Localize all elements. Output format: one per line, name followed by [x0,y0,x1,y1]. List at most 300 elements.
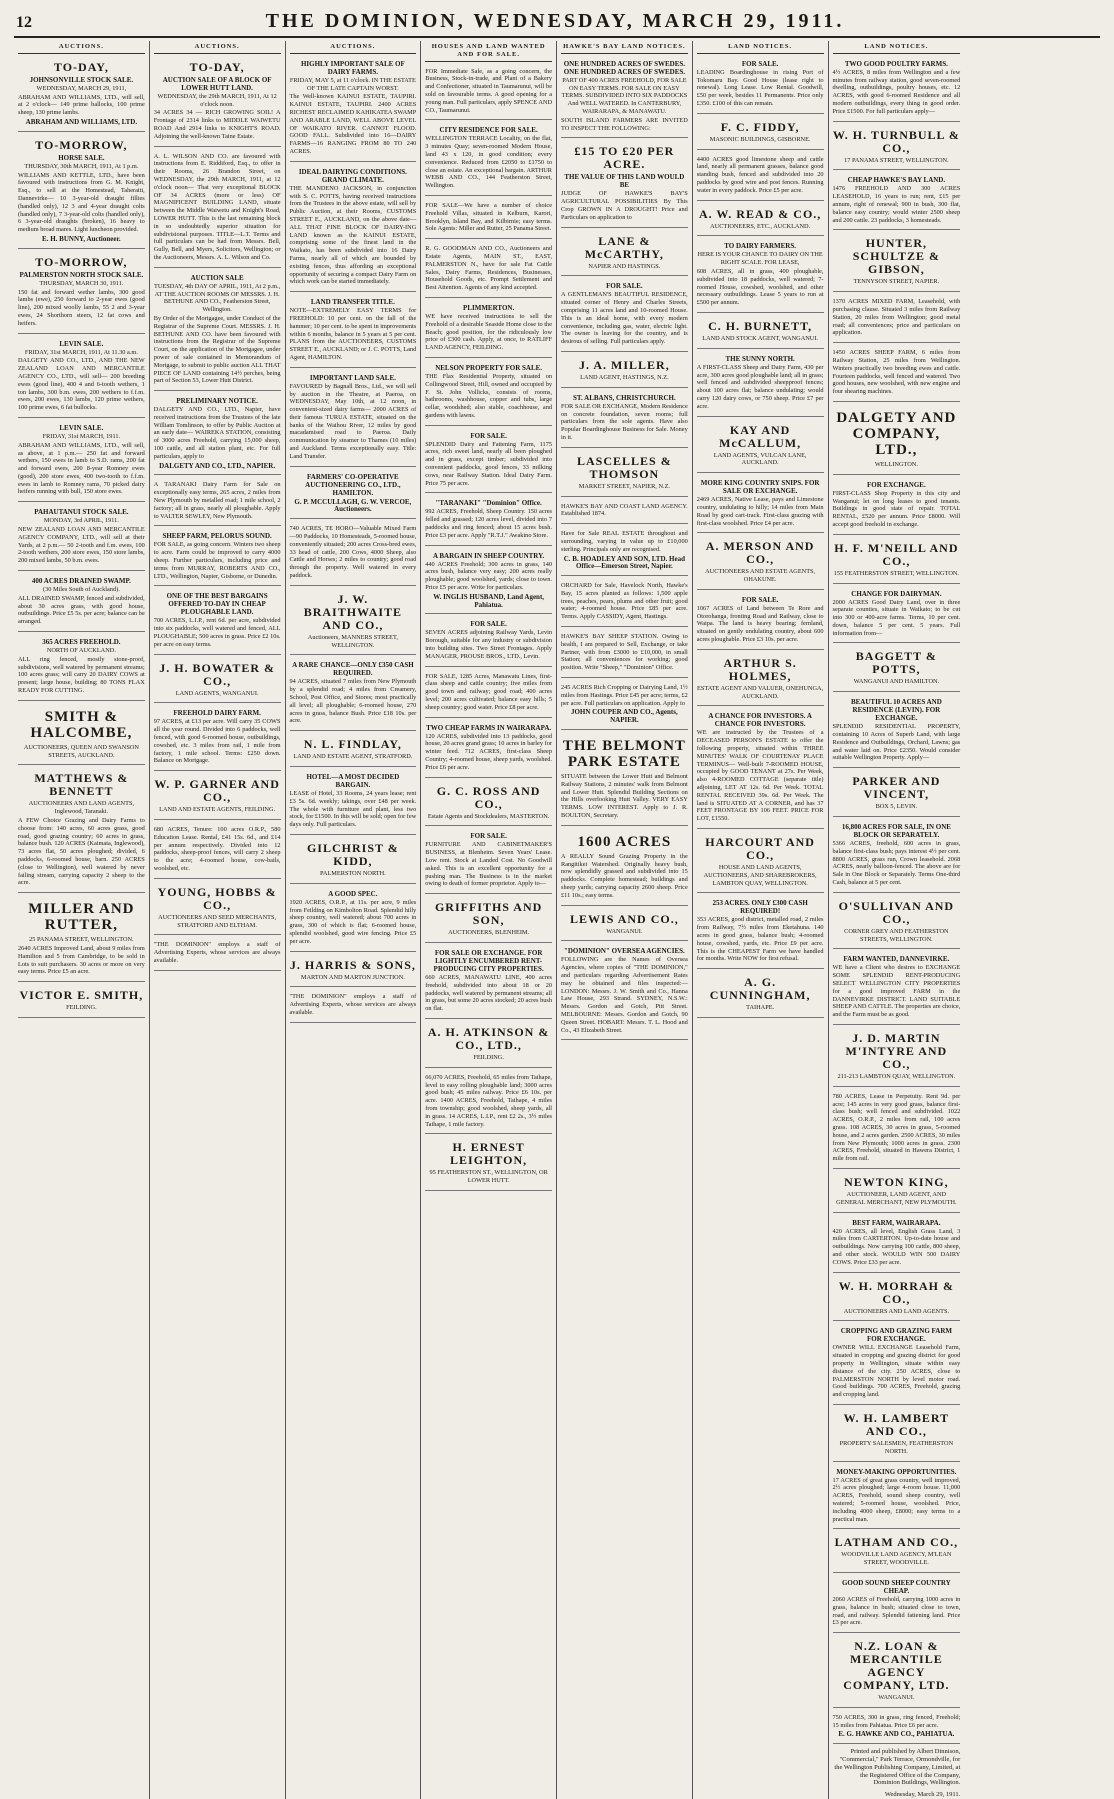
advertisement [290,371,417,467]
advertisement [290,295,417,368]
advertisement [425,1137,552,1191]
advertisement [833,1711,961,1744]
ad-body: 2000 ACRES Good Dairy Land, over in three separate counties, situate in Waikato; to be cut into 300 or 400-acre farms. Terms, 10 per cent. down, balance 5 per cent. 5 years. Full information from— [832,598,961,637]
ad-body: 17 ACRES of great grass country, well improved, 2½ acres ploughed; large 4-room house. 11,000 ACRES, Freehold, sound sheep country, well watered; 5-roomed house, woolshed. Price, including 4000 sheep, £8000; easy terms to a practical man. [832,1476,961,1523]
column-heading: LAND NOTICES. [833,41,961,54]
ad-signature: C. B. HOADLEY AND SON, LTD. Head Office—Emerson Street, Napier. [563,554,685,571]
ad-subheading: WOODVILLE LAND AGENCY, M'LEAN STREET, WOODVILLE. [841,1551,952,1567]
ad-heading: FOR EXCHANGE. [867,480,926,489]
ad-body: SPLENDID Dairy and Fattening Farm, 1175 acres, rich sweet land, nearly all been ploughed and in grass, except timber; subdivided into convenient paddocks, good fences, 33 milking cows, near Railway Station. Ideal Dairy Farm. Price 75 per acre. [425,440,552,487]
ad-body: 660 ACRES, MANAWATU LINE, 400 acres freehold, subdivided into about 18 or 20 paddocks, well watered by permanent streams; all in grass, but some 20 acres stocked; 20 acres bush on flat. [425,973,552,1013]
ad-title: BAGGETT & POTTS, [855,649,937,677]
ad-body: A REALLY Sound Grazing Property in the Rangitikei Watershed. Originally heavy bush, now splendidly grassed and subdivided into 15 paddocks. Complete homestead; buildings and sheep yards; carrying capacity 2600 sheep. Price £11 10s.; easy terms. [561,852,688,899]
ad-heading: FOR SALE. [741,595,779,604]
advertisement [697,352,824,417]
ad-title: J. A. MILLER, [579,357,670,372]
ad-subheading: LAND AND ESTATE AGENT, STRATFORD. [293,753,413,761]
ad-body: 4400 ACRES good limestone sheep and cattle land, nearly all permanent grasses, balance good standing bush, fenced and subdivided into 20 paddocks by good wire and post fences. Running water in every paddock. Price £5 per acre. [696,155,824,194]
ad-subheading: NAPIER AND HASTINGS. [588,262,661,270]
ad-subheading: MARTON AND MARTON JUNCTION. [300,973,405,981]
ad-heading: LEVIN SALE. [59,423,104,432]
ad-heading: SHEEP FARM, PELORUS SOUND. [162,532,272,541]
ad-heading: 400 ACRES DRAINED SWAMP. [31,577,131,586]
advertisement [425,781,552,827]
advertisement [833,1636,961,1708]
advertisement [561,829,688,906]
advertisement [425,897,552,943]
ad-title: NEWTON KING, [844,1174,949,1189]
ad-body: SITUATE between the Lower Hutt and Belmont Railway Stations, 2 minutes' walk from Belmont and Lower Hutt. Splendid Building Sections on the Hills overlooking Hutt Valley. VERY EASY TERMS. LOW INTEREST. Apply to J. R. BOULTON, Secretary. [561,773,688,820]
ad-body: A. L. WILSON AND CO. are favoured with instructions from E. Riddiford, Esq., to offer in their Rooms, 26 Brandon Street, on WEDNESDAY, the 29th MARCH, 1911, at 12 o'clock noon— That very exceptional BLOCK OF 34 ACRES (more or less) OF MAGNIFICENT BUILDING LAND, situate between the Middle Waiwetu and Knight's Road, LOWER HUTT. This is the last remaining block in so undoubtedly superior situation for subdivisional purposes. TITLE—L.T. Terms and full particulars can be had from Messrs. Bell, Gully, Bell, and Myers, Solicitors, Wellington; or the Auctioneers, Messrs. A. L. Wilson and Co. [153,152,281,261]
column-heading: HAWKE'S BAY LAND NOTICES. [561,41,688,54]
advertisement [697,832,824,893]
advertisement [833,405,961,475]
ad-title: TO-DAY, [189,59,245,74]
advertisement [833,1532,961,1573]
page-number: 12 [16,14,32,31]
advertisement [561,279,688,352]
ad-body: THE MANDENO JACKSON, in conjunction with S. C. POTTS, having received instructions from the Trustees in the above estate, will sell by Public Auction, at their Rooms, CUSTOMS STREET E., AUCKLAND, on the above date— ALL THAT FINE BLOCK OF DAIRY-ING LAND known as the KAINUI ESTATE, comprising some of the finest land in the Waikato, has been subdivided into 16 Dairy Farms, nearly all of which are bounded by existing fences, thus affording an exceptional opportunity of securing a compact Dairy Farm on which work can be started immediately. [289,184,417,286]
ad-title: N. L. FINDLAY, [303,737,402,752]
column-heading: HOUSES AND LAND WANTED AND FOR SALE. [425,41,552,62]
ad-body: Have for Sale REAL ESTATE throughout and surrounding, varying in value up to £10,000 sterling. Principals only are recognised. [561,530,688,553]
ad-body: SPLENDID RESIDENTIAL PROPERTY, containing 10 Acres of Superb Land, with large Residence and Outbuildings, Orchard, Lawns; gas and water laid on. Price £2350. Would consider suitable Wellington Property. Apply— [832,723,961,762]
ad-subheading: PROPERTY SALESMEN, FEATHERSTON NORTH. [839,1439,954,1455]
advertisement [833,233,961,292]
ad-title: J. D. MARTIN M'INTYRE AND CO., [845,1031,948,1072]
ad-heading: IDEAL DAIRYING CONDITIONS. GRAND CLIMATE. [298,167,407,184]
ad-banner: MILLER AND RUTTER, [28,901,135,934]
ad-subheading: 155 FEATHERSTON STREET, WELLINGTON. [833,569,960,577]
ad-subheading: FRIDAY, 31st MARCH, 1911, At 11.30 a.m. [24,348,138,356]
ad-subheading: Auctioneers, MANNERS STREET, WELLINGTON. [307,633,398,649]
ad-heading: THE SUNNY NORTH. [725,354,795,363]
ad-body: LEADING Boardinghouse in rising Port of Tokomaru Bay. Good House (lease right to renewal). Long Lease. Low Rental. Goodwill, £50 per week, besides 11 Permanents. Price only £350. £100 of this can remain. [696,68,824,107]
ad-heading: HIGHLY IMPORTANT SALE OF DAIRY FARMS. [300,59,405,76]
ad-subheading: LAND AGENTS, WANGANUI. [175,689,259,697]
ad-subheading: NORTH OF AUCKLAND. [46,647,116,655]
advertisement [833,896,961,950]
advertisement [154,706,281,771]
ad-heading: CHANGE FOR DAIRYMAN. [851,589,942,598]
ad-title: YOUNG, HOBBS & CO., [157,884,277,912]
ad-heading: PRELIMINARY NOTICE. [176,397,258,406]
advertisement [18,985,145,1018]
advertisement [697,153,824,201]
ad-body: JUDGE OF HAWKE'S BAY'S AGRICULTURAL POSSIBILITIES By This Crop GROWN IN A DROUGHT! Price and Particulars on application to [561,190,688,221]
advertisement [561,527,688,576]
advertisement [290,990,417,1022]
advertisement [561,231,688,277]
ad-body: 353 ACRES, good district, metalled road, 2 miles from Railway, 7½ miles from Eketahuna. 140 acres in good grass, balance bush; 4-roomed house, cowshed, yards, etc. Price £9 per acre. This is the CHEAPEST Farm we have handled for months. Write NOW for first refusal. [696,916,824,963]
ad-heading: PLIMMERTON. [463,303,515,312]
ad-body: 2060 ACRES of Freehold, carrying 1000 acres in grass, balance in bush; situated close to town, road, and railway. Splendid fattening land. Price £3 per acre. [832,1595,961,1627]
ad-title: A. H. ATKINSON & CO., LTD., [427,1024,550,1052]
advertisement [833,57,961,122]
ad-heading: LAND TRANSFER TITLE. [310,298,395,307]
ad-body: ALL DRAINED SWAMP, fenced and subdivided, about 30 acres grass, with good house, outbuildings. Price £5 5s. per acre; balance can be arranged. [18,594,145,626]
advertisement [697,239,824,313]
ad-body: 750 ACRES, 300 in grass, ring fenced, Freehold; 15 miles from Pahiatua. Price £6 per acre. [832,1713,961,1729]
ad-body: 1920 ACRES, O.R.P., at 11s. per acre, 9 miles from Feilding on Kimbolton Road. Splendid hilly sheep country, well watered; about 700 acres in grass, 300 of which is flat; 6-roomed house, splendid woolshed, good wire fencing. Price £5 per acre. [289,898,417,945]
advertisement [425,829,552,894]
ad-subheading: HOUSE AND LAND AGENTS, AUCTIONEERS, AND SHAREBROKERS, LAMBTON QUAY, WELLINGTON. [703,864,817,887]
advertisement [833,125,961,171]
advertisement [290,658,417,731]
ad-heading: FARM WANTED, DANNEVIRKE. [843,955,950,964]
imprint: Printed and published by Albert Dinnison, "Commercial," Park Terrace, Ormondville, for the Wellington Publishing Company, Limited, at the Registered Office of the Company, Dominion Buildings, Wellington. [834,1748,961,1787]
advertisement [18,768,145,893]
ad-heading: A RARE CHANCE—ONLY £350 CASH REQUIRED. [292,661,414,678]
ad-heading: NELSON PROPERTY FOR SALE. [435,363,543,372]
advertisement [290,57,417,162]
ad-subheading: 25 PANAMA STREET, WELLINGTON. [29,936,134,944]
ad-body: 992 ACRES, Freehold, Sheep Country. 150 acres felled and grassed; 120 acres level, divided into 7 paddocks and ring fenced; about 15 acres bush. Price £3 per acre. Apply "R.T.J." Awakino Store. [425,508,552,539]
ad-signature: G. P. MCCULLAGH, G. W. VERCOE, Auctioneers. [294,497,412,514]
advertisement [154,823,281,879]
advertisement [561,944,688,1040]
ad-body: "THE DOMINION" employs a staff of Advertising Experts, whose services are always available. [153,941,281,964]
advertisement [697,420,824,474]
ad-title: ARTHUR S. HOLMES, [723,655,797,683]
ad-body: FURNITURE AND CABINETMAKER'S BUSINESS, at Blenheim. Seven Years' Lease. Low rent. Stock at Landed Cost. No Goodwill asked. This is an excellent opportunity for a pushing man. The Business is in the market owing to death of former proprietor. Apply to— [425,841,552,888]
ad-body: WILLIAMS AND KETTLE, LTD., have been favoured with instructions from G. M. Knight, Esq., to sell at the Homestead, Taheraiti, Dannevirke— 10 3-year-old draught fillies (handled only), 12 3 and 4-year draught colts (handled only), 7 3-year-old colts (handled only), 6 3-year-old draughts (broken), 16 heavy to medium broad mares. Light luncheon provided. [18,171,145,234]
advertisement [154,394,281,475]
ad-signature: JOHN COUPER AND CO., Agents, NAPIER. [570,708,678,725]
ad-subheading: MONDAY, 3rd APRIL, 1911. [43,517,119,525]
column-heading: AUCTIONS. [154,41,281,54]
ad-heading: CITY RESIDENCE FOR SALE. [439,126,538,135]
ad-heading: ST. ALBANS, CHRISTCHURCH. [572,393,676,402]
advertisement [154,478,281,526]
ad-body: ORCHARD for Sale, Havelock North, Hawke's Bay, 15 acres planted as follows: 1,500 apple trees, peaches, pears, plums and other fruit; good water; 4-roomed house. Price £85 per acre. Terms. Apply CASSIDY, Agent, Hastings. [561,582,688,621]
ad-subheading: WANGANUI. [606,927,643,935]
ad-subheading: ESTATE AGENT AND VALUER, ONEHUNGA, AUCKLAND. [697,684,824,700]
ad-body: LEASE of Hotel, 33 Rooms, 24 years lease; rent £3 5s. 6d. weekly; takings, over £48 per week. The whole with furniture and plant, less two stock, for £1500. In this will be sold; open for few days only. Full particulars. [289,790,417,829]
ad-heading: FOR SALE. [470,620,507,629]
advertisement [18,135,145,249]
ad-body: 94 ACRES, situated 7 miles from New Plymouth by a splendid road; 4 miles from Creamery, School, Post Office, and Stores; most practically all level; all ploughable; 6-roomed house, 270 acres in grass, balance Bush. Price £18 10s. per acre. [289,678,417,725]
masthead [14,10,1100,38]
ad-heading: HOTEL—A MOST DECIDED BARGAIN. [306,773,400,790]
ad-heading: AUCTION SALE OF A BLOCK OF LOWER HUTT LAND. [162,75,272,92]
ad-body: 1067 ACRES of Land between Te Rore and Otorohanga, fronting Road and Railway, close to Waipa. The land is heavy bearing; fernland, situated on gently undulating country, about 600 acres ploughable. Price £3 10s. per acre. [696,604,824,644]
column-3 [286,41,422,1799]
advertisement [425,429,552,494]
advertisement [154,529,281,586]
ad-heading: GOOD SOUND SHEEP COUNTRY CHEAP. [841,1578,951,1595]
advertisement [290,734,417,767]
advertisement [697,117,824,150]
column-heading: AUCTIONS. [18,41,145,54]
ad-body: FOLLOWING are the Names of Oversea Agencies, where copies of "THE DOMINION," and particulars regarding Advertisement Rates may be obtained and files inspected:— LONDON: Messrs. J. W. Smith and Co., Hanna Law House, 293 Strand. SYDNEY, N.S.W.: Messrs. Gordon and Gotch, Pitt Street. MELBOURNE: Messrs. Gordon and Gotch, 90 Queen Street. HOBART: Messrs. T. L. Hood and Co., 43 Elizabeth Street. [561,956,688,1034]
ad-subheading: AUCTIONEER, LAND AGENT, AND GENERAL MERCHANT, NEW PLYMOUTH. [836,1190,957,1206]
ad-body: DALGETY AND CO., LTD., AND THE NEW ZEALAND LOAN AND MERCANTILE AGENCY CO., LTD., will sell— 200 breeding ewes (good line), 400 4 and 6-tooth wethers, 1 ton lambs, 300 b.m. ewes, 200 wethers to f.f.m. ewes, 200 ewes, 130 lambs, 120 prime wethers, 100 prime ewes, 6 fat bullocks. [18,357,145,412]
advertisement [154,271,281,391]
ad-title: H. F. M'NEILL AND CO., [834,540,959,568]
ad-body: 66,070 ACRES, Freehold, 65 miles from Taihape, level to easy rolling ploughable land; 3000 acres good bush; 45 miles railway. Price £6 10s. per acre. 1400 ACRES, Freehold, Taihape, 4 miles from township; good woolshed, sheep yards, all in grass. 14 ACRES, L.I.P., rent £2 2s., 3½ miles Taihape, 1 mile factory. [425,1073,552,1128]
advertisement [833,478,961,535]
ad-subheading: (30 Miles South of Auckland). [42,586,120,594]
ad-subheading: THURSDAY, MARCH 30, 1911. [39,279,124,287]
ad-banner: THE BELMONT PARK ESTATE [562,738,686,771]
advertisement [290,838,417,884]
ad-title: TO-DAY, [53,59,109,74]
advertisement [425,496,552,545]
ad-heading: 253 ACRES. ONLY £300 CASH REQUIRED! [712,899,808,916]
advertisement [833,646,961,692]
ad-signature: E. H. BUNNY, Auctioneer. [42,234,121,243]
ad-body: 2640 ACRES Improved Land, about 9 miles from Hamilton and 5 from Cambridge, to be sold in Lots to suit purchasers. 30 acres or more on very easy terms. Price £5 an acre. [18,944,145,976]
advertisement [154,150,281,268]
advertisement [833,587,961,644]
ad-title: HUNTER, SCHULTZE & GIBSON, [852,236,940,277]
ad-body: 700 ACRES, L.I.P., rent 6d. per acre, subdivided into six paddocks, well watered and fenced, ALL PLOUGHABLE; 500 acres in grass. Price £2 10s. per acre on easy terms. [153,617,281,648]
advertisement [425,301,552,358]
advertisement [561,579,688,627]
advertisement [561,909,688,942]
ad-banner: 1600 ACRES [577,833,672,850]
ad-subheading: CORNER GREY AND FEATHERSTON STREETS, WELLINGTON. [844,927,949,943]
ad-heading: AUCTION SALE [190,273,244,282]
ad-heading: THE VALUE OF THIS LAND WOULD BE [564,173,685,190]
advertisement [833,1172,961,1213]
ad-heading: FOR SALE. [606,282,643,291]
column-2 [150,41,286,1799]
advertisement [697,204,824,237]
ad-title: PARKER AND VINCENT, [852,774,941,802]
ad-subheading: 17 PANAMA STREET, WELLINGTON. [844,156,949,164]
ad-subheading: BOX 5, LEVIN. [875,803,918,811]
ad-body: A TARANAKI Dairy Farm for Sale on exceptionally easy terms, 265 acres, 2 miles from New Plymouth by metalled road; 1 mile school, 2 factory; all in grass, nearly all ploughable. Apply to VALTER SEWLEY, New Plymouth. [153,481,281,520]
advertisement [561,141,688,227]
ad-subheading: AUCTIONEERS, BLENHEIM. [448,929,530,937]
advertisement [154,658,281,704]
ad-title: O'SULLIVAN AND CO., [838,898,955,926]
advertisement [18,704,145,766]
ad-body: By Order of the Mortgagee, under Conduct of the Registrar of the Supreme Court. MESSRS. J. H. BETHUNE AND CO. have been favoured with instructions from the Registrar of the Supreme Court, on the application of the Mortgagee, under power of sale contained in Memorandum of Mortgage, to submit to public auction ALL THAT PIECE OF LAND containing 14½ perches, being part of Section 53, Lower Hutt District. [153,314,281,385]
advertisement [833,952,961,1025]
advertisement [697,316,824,349]
advertisement [833,295,961,343]
advertisement [154,774,281,820]
ad-body: ALL ring fenced, mostly stone-proof, subdivisions, well watered by permanent streams; 100 acres grass; will carry 20 DAIRY COWS at present; large house, building; 80 TONS FLAX READY FOR CUTTING. [18,655,145,695]
advertisement [833,1276,961,1322]
ad-body: SEVEN ACRES adjoining Railway Yards, Levin Borough, suitable for any industry or subdivision into building sites. Two Street Frontages. Apply MANAGER, PROUSE BROS., LTD., Levin. [425,629,552,660]
advertisement [561,500,688,525]
ad-body: 245 ACRES Rich Cropping or Dairying Land, 1½ miles from Hastings. Price £45 per acre; terms, £2 per acre. Full particulars on application. Apply to [561,684,688,707]
ad-subheading: WEDNESDAY, MARCH 29, 1911, [36,84,127,92]
ad-body: A FIRST-CLASS Sheep and Dairy Farm, 430 per acre, 300 acres good ploughable land; all in grass; well fenced and subdivided sheepproof fences; about 100 acres flat; balance undulating; would carry 120 dairy cows, or 750 sheep. Price £7 per acre. [696,363,824,410]
ad-title: G. C. ROSS AND CO., [436,783,541,811]
ad-subheading: THURSDAY, 30th MARCH, 1911, At 1 p.m. [24,162,139,170]
dateline: Wednesday, March 29, 1911. [884,1791,961,1799]
advertisement [561,681,688,730]
ad-body: The Well-known KAINUI ESTATE, TAUPIRI. KAINUI ESTATE, TAUPIRI. 2400 ACRES RICHEST RECLAIMED KAHIKATEA SWAMP AND ARABLE LAND, WELL ABOVE LEVEL OF WAIKATO RIVER. CANNOT FLOOD. GOOD FALL. Subdivided into 16—DAIRY FARMS—16 RANGING FROM 80 TO 240 ACRES. [289,93,417,155]
ad-body: WELLINGTON TERRACE Locality, on the flat, 3 minutes Quay; seven-roomed Modern House, land 43 x 120, in good condition; every convenience. Reduced from £2050 to £1750 to close an estate. An exceptional bargain. ARTHUR WEBB AND CO., 144 Featherston Street, Wellington. [425,135,552,190]
newspaper-title: THE DOMINION, WEDNESDAY, MARCH 29, 1911. [265,10,845,32]
ad-subheading: TAIHAPE. [746,1004,775,1012]
ad-heading: TWO CHEAP FARMS IN WAIRARAPA. [426,723,552,732]
ad-heading: CROPPING AND GRAZING FARM FOR EXCHANGE. [840,1327,953,1344]
advertisement [425,670,552,718]
ad-title: LATHAM AND CO., [834,1535,959,1550]
advertisement [425,549,552,615]
ad-subheading: AUCTIONEERS, ETC., AUCKLAND. [710,222,811,230]
ad-heading: MONEY-MAKING OPPORTUNITIES. [836,1467,957,1476]
ad-signature: W. INGLIS HUSBAND, Land Agent, Pahiatua. [433,592,545,609]
ad-title: LASCELLES & THOMSON [577,453,672,481]
ad-body: 2469 ACRES, Native Lease, pays and Limestone country, undulating to hilly; 14 miles from Main Road by good cart-track. First-class grazing with first-class woolshed. Price £4 per acre. [696,496,824,527]
ad-heading: PAHAUTANUI STOCK SALE. [34,508,129,517]
ad-title: A. W. READ & CO., [698,206,822,221]
advertisement [697,896,824,969]
advertisement [425,721,552,778]
ad-title: GRIFFITHS AND SON, [434,900,543,928]
ad-body: FIRST-CLASS Shop Property in this city and Wanganui; let on long leases to good tenants. Buildings in good state of repair. TOTAL RENTAL, £520 per annum. Price £8000. Will accept good freehold in exchange. [832,489,961,528]
advertisement [154,938,281,970]
ad-subheading: 211-213 LAMBTON QUAY, WELLINGTON. [837,1073,956,1081]
advertisement [833,1324,961,1405]
advertisement [697,709,824,829]
advertisement [561,355,688,388]
ad-body: 740 ACRES, TE HORO—Valuable Mixed Farm—90 Paddocks, 10 Homesteads, 5-roomed house, conveniently situated; 200 acres Cross-bred ewes, 33 head of cattle, 200 Cows, 4000 Sheep, also Cattle and Horses; 2 miles to country; good road through the property. Well watered in every paddock. [289,525,417,580]
ad-subheading: LAND AGENT, HASTINGS, N.Z. [580,373,669,381]
advertisement [290,770,417,835]
advertisement [290,589,417,656]
advertisement [425,946,552,1019]
ad-body: FOR SALE, as going concern. Winters two sheep to acre. Farm could be improved to carry 4000 sheep. Further particulars, including price and terms from MURRAY, ROBERTS AND CO., LTD., Wellington, Napier, Gisborne, or Dunedin. [153,541,281,580]
ad-title: £15 TO £20 PER ACRE. [574,144,675,172]
ad-body: 150 fat and forward wether lambs, 300 good lambs (ewe), 250 forward to 2-year ewes (good line), 200 mixed woolly lambs, 55 2 and 3-year ewes, 24 Shorthorn steers, 12 fat cows and heifers. [18,288,145,327]
ad-title: C. H. BURNETT, [708,318,813,333]
ad-body: 34 ACRES 34 — RICH GROWING SOIL! A Frontage of 2314 links to MIDDLE WAIWETU ROAD And 2914 links to KNIGHT'S ROAD. Adjoining the well-known Taine Estate. [153,109,281,140]
advertisement [833,173,961,230]
ad-body: ABRAHAM AND WILLIAMS, LTD., will sell, as above, at 1 p.m.— 250 fat and forward wethers, 150 ewes in lamb to S.D. rams, 200 fat and forward ewes, 200 8-year Romney ewes (good), 200 store ewes, 400 two-tooth to f.f.m. ewes in lamb to Romney rams, 70 picked dairy heifers running with bull, 150 store ewes. [18,441,145,496]
ad-subheading: LAND AND STOCK AGENT, WANGANUI. [702,334,819,342]
advertisement [833,346,961,402]
advertisement [561,57,688,139]
ad-body: FAVOURED by Bagnall Bros., Ltd., we will sell by auction in the Theatre, at Paeroa, on WEDNESDAY, May 10th, at 12 noon, in convenient-sized dairy farms— 2000 ACRES of their famous TURUA ESTATE, situated on the banks of the Waihou River, 12 miles by good macadamised road to Paeroa. Daily communication by steamer to Thames (10 miles) and Auckland. Terms exceptionally easy. Title: Land Transfer. [289,382,417,460]
ad-subheading: AUCTIONEERS AND ESTATE AGENTS, OHAKUNE. [705,568,816,584]
ad-subheading: WANGANUI. [878,1694,915,1702]
advertisement [425,1071,552,1135]
ad-body: 420 ACRES, all level, English Grass Land, 3 miles from CARTERTON. Up-to-date house and outbuildings. Now carrying 100 cattle, 800 sheep, and other stock. WOULD WIN 500 DAIRY COWS. Price £33 per acre. [832,1227,961,1266]
advertisement [697,972,824,1018]
advertisement [833,1576,961,1633]
advertisement [18,252,145,334]
ad-body: 440 ACRES Freehold; 300 acres in grass, 140 acres bush, balance very easy; 200 acres really ploughable; good woolshed, yards; close to town. Price £5 per acre. Write for particulars. [425,560,552,592]
ad-subheading: WEDNESDAY, the 29th MARCH, 1911, At 12 o'clock noon. [157,92,277,108]
ad-title: A. G. CUNNINGHAM, [709,975,811,1003]
ad-body: NEW ZEALAND LOAN AND MERCANTILE AGENCY COMPANY, LTD., will sell at their Yards, at 2 p.m.— 50 2-tooth and f.m. ewes, 100 2-tooth wethers, 200 store ewes, 150 store lambs, 200 mixed lambs, 50 b.m. ewes. [18,526,145,565]
ad-heading: JOHNSONVILLE STOCK SALE. [29,75,134,84]
ad-heading: HORSE SALE. [58,153,105,162]
ad-signature: E. G. HAWKE AND CO., PAHIATUA. [838,1730,955,1739]
ad-heading: IMPORTANT LAND SALE. [309,373,396,382]
ad-body: 1476 FREEHOLD AND 300 ACRES LEASEHOLD, 16 years to run; rent, £15 per annum, right of renewal; 900 in bush, 300 flat, balance easy country; would winter 2500 sheep and 200 cattle. 23 paddocks, 3 homesteads. [832,185,961,224]
ad-subheading: AUCTIONEERS AND LAND AGENTS, Inglewood, Taranaki. [28,800,135,816]
advertisement [833,1408,961,1462]
ad-title: A. MERSON AND CO., [705,539,815,567]
ad-title: TO-MORROW, [35,254,128,269]
ad-subheading: PALMERSTON NORTH. [319,870,386,877]
column-4 [421,41,557,1799]
ad-body: WE are instructed by the Trustees of a DECEASED PERSON'S ESTATE to offer the following property, situated within THREE MINUTES' WALK OF COURTENAY PLACE TERMINUS— Well-built 7-ROOMED HOUSE, occupied by GOOD TENANT at 27s. Per Week, also 4-ROOMED COTTAGE (separate title) adjoining, LET AT 12s. 6d. Per Week. TOTAL RENTAL RECEIVED 39s. 6d. Per Week. The land is SITUATED AT A CORNER, and has 37 FEET FRONTAGE BY 106 FEET. PRICE FOR LOT, £1550. [696,729,824,823]
ad-subheading: TUESDAY, 4th DAY OF APRIL, 1911, At 2 p.m., AT THE AUCTION ROOMS OF MESSRS. J. H. BETHUNE AND CO., Featherston Street, Wellington. [153,282,281,314]
ad-heading: LEVIN SALE. [59,339,104,348]
ad-title: J. HARRIS & SONS, [289,957,416,972]
ad-subheading: FEILDING. [66,1004,97,1012]
column-1 [14,41,150,1799]
ad-title: MATTHEWS & BENNETT [34,771,129,799]
ad-subheading: HERE IS YOUR CHANCE TO DAIRY ON THE RIGHT SCALE. FOR LEASE, [697,251,823,267]
ad-body: THE Flax Residential Property, situated on Collingwood Street, Hill, owned and occupied by F. St. John Vollicks, consists of rooms, bathrooms, washhouse, copper and tubs, large cellar, woodshed; also stable, coachhouse, and gardens with lawns. [425,372,552,419]
advertisement [425,361,552,426]
ad-title: GILCHRIST & KIDD, [306,841,399,868]
ad-body: OWNER WILL EXCHANGE Leasehold Farm, situated in cropping and grazing district for good property in Wellington, situate within easy distance of the city. 250 ACRES, close to PALMERSTON NORTH by level motor road. Good buildings. 700 ACRES, Freehold, grazing and cropping land. [832,1344,961,1399]
ad-subheading: FRIDAY, 31st MARCH, 1911. [42,432,121,440]
ad-body: 608 ACRES, all in grass, 400 ploughable, subdivided into 18 paddocks, well watered; 7-roomed House, cowshed, woolshed, and other necessary outbuildings. Lease 5 years to run at £500 per annum. [696,267,824,307]
ad-heading: 365 ACRES FREEHOLD. [42,638,121,647]
ad-body: DALGETY AND CO., LTD., Napier, have received instructions from the Trustees of the late William Tomlinson, to offer by Public Auction at an early date— WAIREKA STATION, consisting of 3000 acres Freehold, carrying 15,000 sheep, 100 cattle, and all station plant, etc. For full particulars, apply to [153,406,281,460]
advertisement [425,123,552,196]
ad-heading: MORE KING COUNTRY SNIPS. FOR SALE OR EXCHANGE. [700,479,820,496]
ad-title: N.Z. LOAN & MERCANTILE AGENCY COMPANY, LTD. [843,1639,950,1693]
advertisement [833,1216,961,1273]
ad-heading: 16,800 ACRES FOR SALE, IN ONE BLOCK OR SEPARATELY. [841,823,951,840]
advertisement [290,522,417,586]
column-heading: LAND NOTICES. [697,41,824,54]
ad-title: W. H. MORRAH & CO., [838,1278,954,1306]
ad-heading: A BARGAIN IN SHEEP COUNTRY. [432,551,545,560]
ad-body: FOR SALE—We have a number of choice Freehold Villas, situated in Kelburn, Karori, Brooklyn, Island Bay, and Kilbirnie; easy terms. Sole Agents: Miller and Rutter, 25 Panama Street. [425,201,552,233]
ad-body: HAWKE'S BAY SHEEP STATION. Owing to health, I am prepared to Sell, Exchange, or take Partner, with from £3000 to £10,000, in small Station; all conveniences for working; good position. Write "Sheep," "Dominion" Office. [561,633,688,672]
ad-signature: DALGETY AND CO., LTD., NAPIER. [159,461,276,470]
ad-heading: BEAUTIFUL 10 ACRES AND RESIDENCE (LEVIN). FOR EXCHANGE. [850,698,942,723]
ad-body: FOR Immediate Sale, as a going concern, the Business, Stock-in-trade, and Plant of a Bakery and Confectioner, situated in Taumarunui, will be sold on favourable terms. A good opening for a young man. Full particulars, apply SPENCE AND CO., Taumarunui. [425,67,552,114]
advertisement [833,1465,961,1530]
ad-body: A FEW Choice Grazing and Dairy Farms to choose from: 140 acres, 60 acres grass, good road, good grazing country; 60 acres in grass, balance bush. 120 ACRES (Kaimata, Inglewood), 73 acres flat, 50 acres ploughed; divided, 6 paddocks, 6-roomed house, barn. 250 ACRES (close to Wellington), well watered by never failing stream, carrying capacity 2 sheep to the acre. [18,817,145,887]
ad-signature: ABRAHAM AND WILLIAMS, LTD. [25,117,138,126]
advertisement [290,887,417,952]
advertisement [561,391,688,448]
ad-body: 1450 ACRES SHEEP FARM, 6 miles from Railway Station, 25 miles from Wellington. Winters practically two breeding ewes and cattle. Fourteen paddocks, well fenced and watered. Two good houses, new woolshed, with new engine and four shearing machines. [832,349,961,396]
advertisement [154,882,281,936]
column-5 [557,41,693,1799]
ad-heading: "TARANAKI" "Dominion" Office. [435,499,542,508]
advertisement [425,617,552,666]
ad-body: R. G. GOODMAN AND CO., Auctioneers and Estate Agents, MAIN ST., EAST, PALMERSTON N., have for sale Fat Cattle Sales, Dairy Farms, Residences, Businesses, Household Goods, etc. Prompt Settlement and Best Attention. Agents of any kind accepted. [425,245,552,292]
ad-body: 1370 ACRES MIXED FARM, Leasehold, with purchasing clause. Situated 3 miles from Railway Station, 20 miles from Wellington; good metal road; all conveniences; price and particulars on application. [832,298,961,337]
advertisement [290,955,417,988]
columns-grid [14,41,1100,1799]
ad-heading: FOR SALE. [470,431,507,440]
ad-title: HARCOURT AND CO., [705,835,815,863]
ad-subheading: WELLINGTON. [874,460,918,468]
ad-title: W. H. TURNBULL & CO., [832,127,960,155]
ad-body: 780 ACRES, Lease in Perpetuity. Rent 9d. per acre; 145 acres in very good grass, balance first-class bush; well fenced and subdivided. 1022 ACRES, O.R.P., 2 miles from rail, 100 acres grass. 108 ACRES, 30 acres in grass, 5-roomed house, and 2 acres garden. 2500 ACRES, 30 miles from New Plymouth; 1000 acres in grass. 2300 ACRES, Freehold, situated in Hawera District, 1 mile from rail. [832,1092,961,1163]
advertisement [833,820,961,893]
advertisement [833,1090,961,1169]
advertisement [833,1028,961,1087]
ad-subheading: FRIDAY, MAY 5, at 11 o'clock. IN THE ESTATE OF THE LATE CAPTAIN WORST. [289,76,416,92]
ad-body: 680 ACRES, Tenure: 100 acres O.R.P., 580 Education Lease. Rental, £41 15s. 6d., and £14 per annum respectively. Divided into 12 paddocks, sheep-proof fences, will carry 2 sheep to the acre; 4-roomed house, cow-bails, woolshed, etc. [153,826,281,872]
ad-subheading: AUCTIONEERS AND SEED MERCHANTS, STRATFORD AND ELTHAM. [158,913,277,929]
column-7 [829,41,965,1799]
ad-body: FOR SALE OR EXCHANGE, Modern Residence on concrete foundation, seven rooms; full particulars from the sole agents. Have also Popular Boardinghouse Business for Sale. Money in it. [561,402,688,441]
ad-subheading: 95 FEATHERSTON ST., WELLINGTON, OR LOWER HUTT. [429,1169,548,1185]
